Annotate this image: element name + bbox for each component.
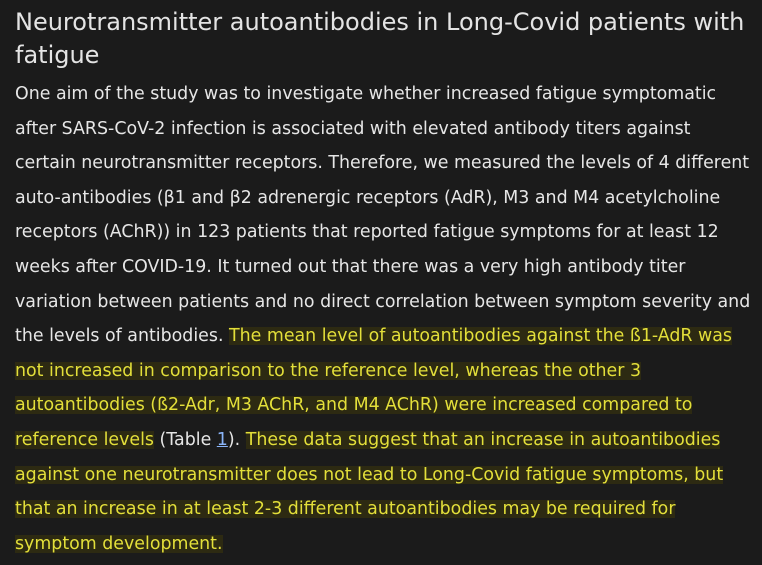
section-title: Neurotransmitter autoantibodies in Long-Covid patients with fatigue (15, 8, 745, 69)
table-1-link[interactable]: 1 (216, 429, 228, 450)
highlighted-text-1[interactable]: The mean level of autoantibodies against the ß1-AdR was not increased in comparison to the reference level, whereas the other 3 autoantibodies (ß2-Adr, M3 AChR, and M4 AChR) were increased compared to reference levels (15, 326, 732, 450)
article-paragraph (15, 77, 752, 561)
table-ref-suffix: ). (227, 429, 246, 450)
paragraph-intro-text: One aim of the study was to investigate whether increased fatigue symptomatic after SARS-CoV-2 infection is associated with elevated antibody titers against certain neurotransmitter receptors. Therefore, we measured the levels of 4 different auto-antibodies (β1 and β2 adrenergic receptors (AdR), M3 and M4 acetylcholine receptors (AChR)) in 123 patients that reported fatigue symptoms for at least 12 weeks after COVID-19. It turned out that there was a very high antibody titer variation between patients and no direct correlation between symptom severity and the levels of antibodies. (15, 84, 751, 347)
highlighted-text-2[interactable]: These data suggest that an increase in autoantibodies against one neurotransmitter does not lead to Long-Covid fatigue symptoms, but that an increase in at least 2-3 different autoantibodies may be required for symptom development. (15, 429, 724, 554)
table-ref-prefix: (Table (153, 429, 217, 450)
